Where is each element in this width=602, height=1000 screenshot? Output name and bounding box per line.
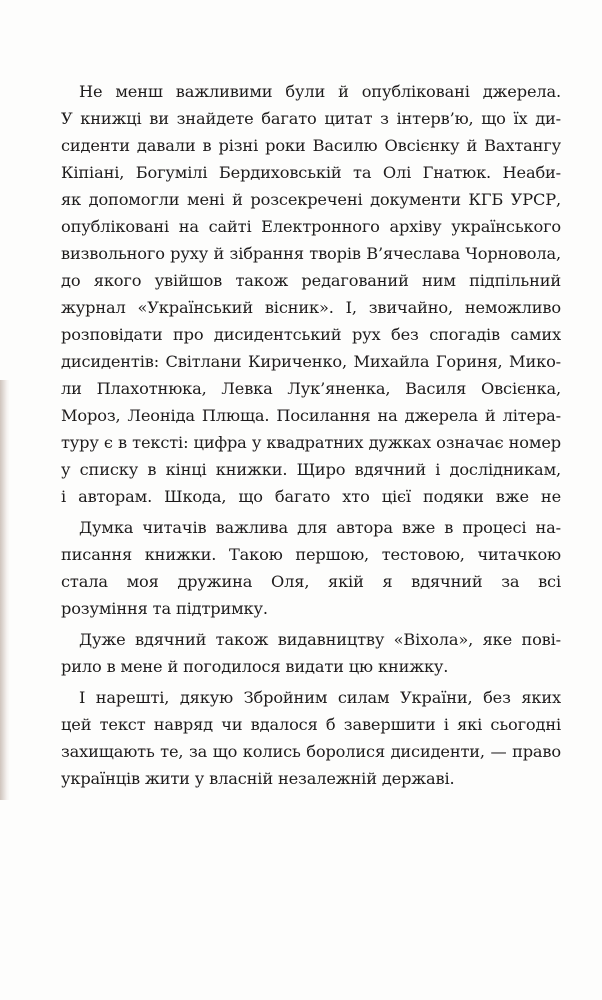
text-line: до якого увійшов також редагований ним підпільний bbox=[61, 271, 561, 290]
text-line: у списку в кінці книжки. Щиро вдячний і дослідникам, bbox=[61, 460, 561, 479]
text-line: Мороз, Леоніда Плюща. Посилання на джерела й літера- bbox=[61, 406, 561, 425]
text-line: ли Плахотнюка, Левка Лук’яненка, Василя Овсієнка, bbox=[61, 379, 561, 398]
text-line: У книжці ви знайдете багато цитат з інтерв’ю, що їх ди- bbox=[61, 109, 561, 128]
text-line: І нарешті, дякую Збройним силам України, без яких bbox=[79, 688, 561, 707]
text-line: туру є в тексті: цифра у квадратних дужках означає номер bbox=[61, 433, 561, 452]
text-line: стала моя дружина Оля, якій я вдячний за всі bbox=[61, 572, 561, 591]
text-line: Не менш важливими були й опубліковані джерела. bbox=[79, 82, 561, 101]
text-line: розповідати про дисидентський рух без спогадів самих bbox=[61, 325, 561, 344]
text-line: Думка читачів важлива для автора вже в процесі на- bbox=[79, 518, 561, 537]
text-line: писання книжки. Такою першою, тестовою, читачкою bbox=[61, 545, 561, 564]
text-line: розуміння та підтримку. bbox=[61, 599, 268, 618]
text-line: і авторам. Шкода, що багато хто цієї подяки вже не bbox=[61, 487, 561, 506]
paragraph-readers bbox=[61, 514, 561, 622]
text-line: українців жити у власній незалежній державі. bbox=[61, 769, 455, 788]
paragraph-sources bbox=[61, 78, 561, 510]
text-line: захищають те, за що колись боролися дисиденти, — право bbox=[61, 742, 561, 761]
text-line: визвольного руху й зібрання творів В’ячеслава Чорновола, bbox=[61, 244, 561, 263]
paragraph-publisher bbox=[61, 626, 561, 680]
text-line: рило в мене й погодилося видати цю книжку. bbox=[61, 657, 449, 676]
text-line: сиденти давали в різні роки Василю Овсієнку й Вахтангу bbox=[61, 136, 561, 155]
text-line: опубліковані на сайті Електронного архіву українського bbox=[61, 217, 561, 236]
paragraph-armed-forces bbox=[61, 684, 561, 792]
text-line: як допомогли мені й розсекречені документи КГБ УРСР, bbox=[61, 190, 561, 209]
text-line: дисидентів: Світлани Кириченко, Михайла Гориня, Мико- bbox=[61, 352, 561, 371]
text-line: Кіпіані, Богумілі Бердиховській та Олі Гнатюк. Неаби- bbox=[61, 163, 561, 182]
body-text bbox=[61, 78, 561, 796]
text-line: цей текст навряд чи вдалося б завершити і які сьогодні bbox=[61, 715, 561, 734]
page-edge-shadow bbox=[0, 380, 10, 800]
text-line: журнал «Український вісник». І, звичайно, неможливо bbox=[61, 298, 561, 317]
text-line: Дуже вдячний також видавництву «Віхола», яке пові- bbox=[79, 630, 561, 649]
